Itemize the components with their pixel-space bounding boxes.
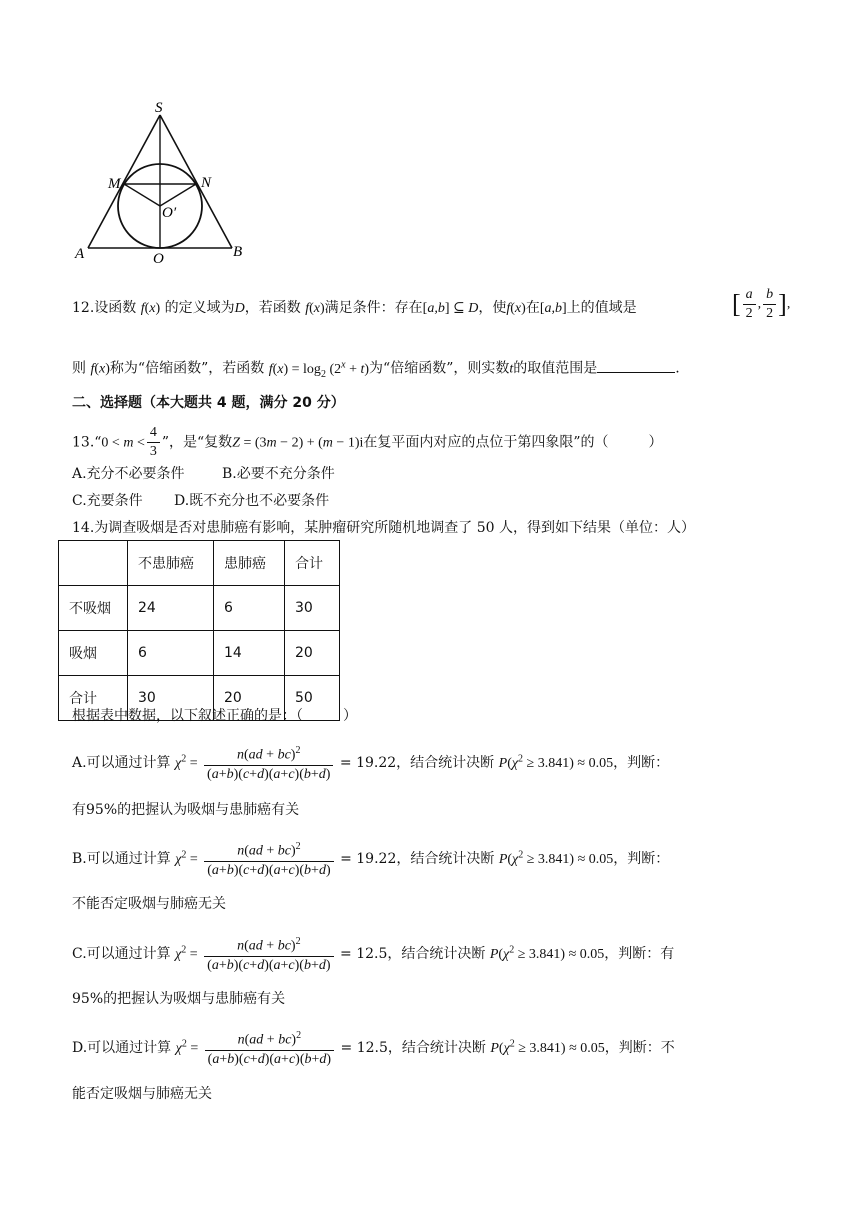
q12-number: 12. <box>72 300 95 316</box>
table-cell: 14 <box>214 631 285 676</box>
q14-option-a-cont: 有95%的把握认为吸烟与患肺癌有关 <box>72 802 300 818</box>
q14-option-a[interactable]: A.可以通过计算 $\chi^2$ = $\frac{n(ad + bc)^2}{(a+b)(c+d)(a+c)(b+d)}$ = 19.22，结合统计决断 $P(\chi^2 \ge 3.841) \approx 0.05$，判断： <box>72 742 669 784</box>
q14-question: 根据表中数据，以下叙述正确的是：（ ） <box>72 708 357 724</box>
q14-option-d[interactable]: D.可以通过计算 $\chi^2$ = $\frac{n(ad + bc)^2}{(a+b)(c+d)(a+c)(b+d)}$ = 12.5，结合统计决断 $P(\chi^2 \ge 3.841) \approx 0.05$，判断：不 <box>72 1027 675 1069</box>
label-O: O <box>153 251 164 267</box>
table-cell: 6 <box>214 586 285 631</box>
q14-stem: 14.为调查吸烟是否对患肺癌有影响，某肿瘤研究所随机地调查了 50 人，得到如下结果（单位：人） <box>72 520 695 536</box>
table-cell: 20 <box>285 631 340 676</box>
label-O-prime: O′ <box>162 205 177 221</box>
label-B: B <box>233 244 243 260</box>
table-cell: 合计 <box>59 676 128 721</box>
table-cell: 患肺癌 <box>214 541 285 586</box>
answer-blank <box>597 358 675 373</box>
q14-option-b-cont: 不能否定吸烟与肺癌无关 <box>72 896 226 912</box>
q12-range-fraction: [ $\frac{a}{2}$ , $\frac{b}{2}$ ], <box>732 287 791 321</box>
q13-stem: 13.“0 < m < $\frac{4}{3}$ ”，是“复数Z = (3m − 2) + (m − 1)i在复平面内对应的点位于第四象限”的（ ） <box>72 425 663 459</box>
segment-MO-prime <box>124 184 160 206</box>
chi-square-value: 19.22 <box>356 850 397 867</box>
chi-square-value: 12.5 <box>356 1039 388 1056</box>
geometry-figure <box>70 100 260 268</box>
table-cell: 不患肺癌 <box>128 541 214 586</box>
label-S: S <box>155 100 163 116</box>
table-row <box>59 631 340 676</box>
chi-square-formula: $\frac{n(ad + bc)^2}{(a+b)(c+d)(a+c)(b+d)}$ <box>205 1027 334 1069</box>
table-cell: 50 <box>285 676 340 721</box>
section-title: 二、选择题（本大题共 4 题，满分 20 分） <box>72 395 345 411</box>
chi-square-formula: $\frac{n(ad + bc)^2}{(a+b)(c+d)(a+c)(b+d)}$ <box>204 838 333 880</box>
q14-option-c-cont: 95%的把握认为吸烟与患肺癌有关 <box>72 991 286 1007</box>
chi-square-value: 19.22 <box>356 754 397 771</box>
smoking-table <box>58 540 340 721</box>
table-cell: 30 <box>285 586 340 631</box>
table-header-row <box>59 541 340 586</box>
table-cell: 合计 <box>285 541 340 586</box>
table-row <box>59 586 340 631</box>
q14-option-b[interactable]: B.可以通过计算 $\chi^2$ = $\frac{n(ad + bc)^2}{(a+b)(c+d)(a+c)(b+d)}$ = 19.22，结合统计决断 $P(\chi^2 \ge 3.841) \approx 0.05$，判断： <box>72 838 669 880</box>
q14-option-c[interactable]: C.可以通过计算 $\chi^2$ = $\frac{n(ad + bc)^2}{(a+b)(c+d)(a+c)(b+d)}$ = 12.5，结合统计决断 $P(\chi^2 \ge 3.841) \approx 0.05$，判断：有 <box>72 933 674 975</box>
q12-line1: 12.设函数 f(x) 的定义域为D，若函数 f(x)满足条件：存在[a,b] ⊆ D，使f(x)在[a,b]上的值域是 <box>72 300 637 316</box>
table-cell: 30 <box>128 676 214 721</box>
chi-square-formula: $\frac{n(ad + bc)^2}{(a+b)(c+d)(a+c)(b+d)}$ <box>204 933 333 975</box>
q13-option-c[interactable]: C.充要条件 <box>72 493 143 509</box>
table-cell: 不吸烟 <box>59 586 128 631</box>
q13-option-b[interactable]: B.必要不充分条件 <box>222 466 335 482</box>
q13-option-d[interactable]: D.既不充分也不必要条件 <box>174 493 330 509</box>
table-cell: 20 <box>214 676 285 721</box>
table-cell <box>59 541 128 586</box>
q14-option-d-cont: 能否定吸烟与肺癌无关 <box>72 1086 212 1102</box>
table-cell: 6 <box>128 631 214 676</box>
q12-line2: 则 f(x)称为“倍缩函数”，若函数 $f(x) = \log_2 (2^x + t)$为“倍缩函数”，则实数t的取值范围是 . <box>72 359 680 380</box>
chi-square-value: 12.5 <box>356 945 388 962</box>
label-A: A <box>75 246 85 262</box>
label-M: M <box>108 176 121 192</box>
q13-option-a[interactable]: A.充分不必要条件 <box>72 466 185 482</box>
table-cell: 24 <box>128 586 214 631</box>
segment-NO-prime <box>160 184 196 206</box>
chi-square-formula: $\frac{n(ad + bc)^2}{(a+b)(c+d)(a+c)(b+d)}$ <box>204 742 333 784</box>
table-cell: 吸烟 <box>59 631 128 676</box>
label-N: N <box>201 175 212 191</box>
